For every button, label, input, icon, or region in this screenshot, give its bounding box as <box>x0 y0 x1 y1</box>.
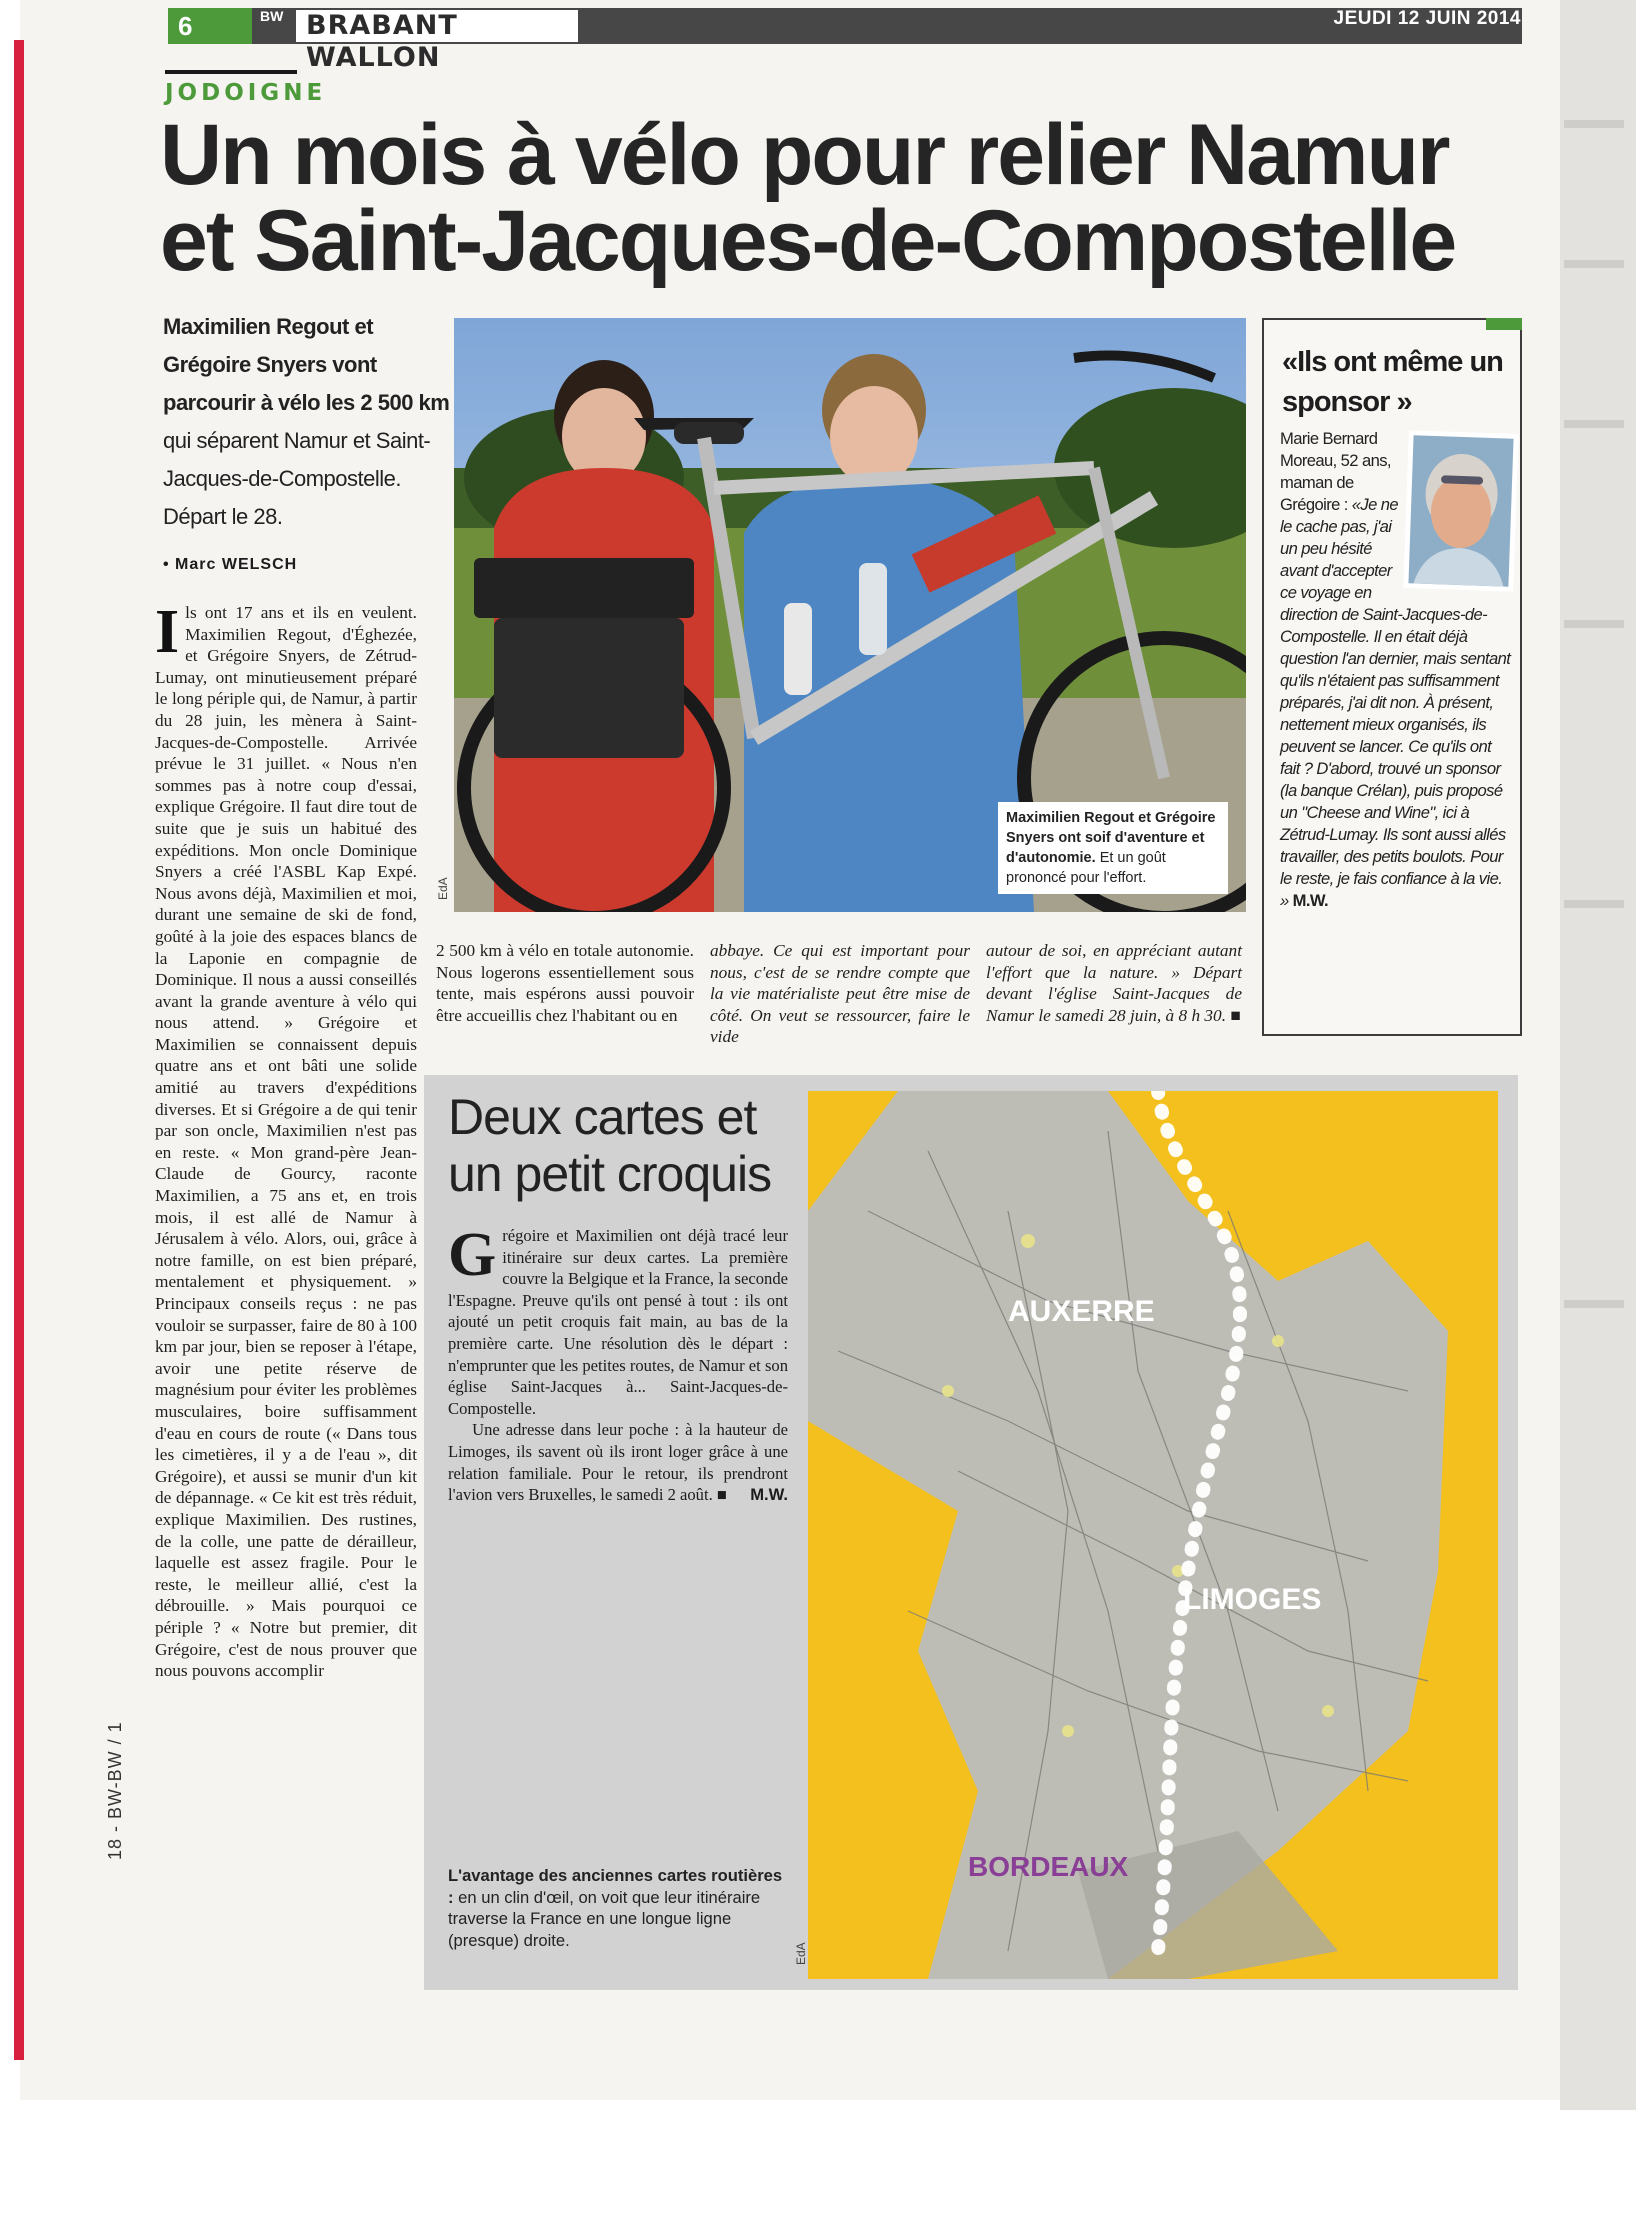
box-text-2: Une adresse dans leur poche : à la hauteur de Limoges, ils savent où ils iront loger grâce à une relation familiale. Pour le retour, ils prendront l'avion vers Bruxelles, le samedi 2 août. ■ <box>448 1420 788 1505</box>
box-text-1: régoire et Maximilien ont déjà tracé leur itinéraire sur deux cartes. La première couvre la Belgique et la France, la seconde l'Espagne. Preuve qu'ils ont pensé à tout : ils ont ajouté un petit croquis fait main, au bas de la première carte. Une résolution dès le départ : n'emprunter que les petites routes, de Namur et son église Saint-Jacques à... Saint-Jacques-de-Compostelle. <box>448 1226 788 1418</box>
photo-caption-bold: Maximilien Regout et Grégoire Snyers ont soif d'aventure et d'autonomie. <box>1006 810 1216 866</box>
box-signature: M.W. <box>750 1485 788 1505</box>
box-text <box>448 1221 788 1506</box>
margin-code: 18 - BW-BW / 1 <box>105 1721 125 1860</box>
sidebar-quote: «Je ne le cache pas, j'ai un peu hésité avant d'accepter ce voyage en direction de Saint-Jacques-de-Compostelle. Il en était déjà question l'an dernier, mais sentant qu'ils n'étaient pas suffisamment préparés, j'ai dit non. À présent, nettement mieux organisés, ils peuvent se lancer. Ce qu'ils ont fait ? D'abord, trouvé un sponsor (la banque Crélan), puis proposé un "Cheese and Wine", ici à Zétrud-Lumay. Ils sont aussi allés travailler, des petits boulots. Pour le reste, je fais confiance à la vie. » <box>1280 495 1511 910</box>
box-dropcap: G <box>448 1221 497 1289</box>
red-margin-strip <box>14 40 24 2060</box>
box-maps <box>424 1075 1518 1990</box>
continuation-col-1: 2 500 km à vélo en totale autonomie. Nous logerons essentiellement sous tente, mais espérons aussi pouvoir être accueillis chez l'habitant ou en <box>436 941 694 1025</box>
sidebar-title: «Ils ont même un sponsor » <box>1282 346 1503 418</box>
byline: • Marc WELSCH <box>163 556 298 573</box>
article-body-text: ls ont 17 ans et ils en veulent. Maximilien Regout, d'Éghezée, et Grégoire Snyers, de Zétrud-Lumay, ont minutieusement préparé le long périple qui, de Namur, à partir du 28 juin, les mènera à Saint-Jacques-de-Compostelle. Arrivée prévue le 31 juillet. « Nous n'en sommes pas à notre coup d'essai, explique Grégoire. Il faut dire tout de suite que je suis un habitué des expéditions. Mon oncle Dominique Snyers a créé l'ASBL Kap Expé. Nous avons déjà, Maximilien et moi, durant une semaine de ski de fond, goûté à la joie des espaces blancs de la Laponie en compagnie de Dominique. Il nous a aussi conseillés avant la grande aventure à vélo qui nous attend. » Grégoire et Maximilien se connaissent depuis quatre ans et ont bâti une solide amitié au travers d'expéditions diverses. Et si Grégoire a de qui tenir par son oncle, Maximilien n'est pas en reste. « Mon grand-père Jean-Claude de Gourcy, raconte Maximilien, a 75 ans et, en trois mois, il est allé de Namur à Jérusalem à vélo. Alors, oui, grâce à notre famille, on est bien préparé, mentalement et physiquement. » Principaux conseils reçus : ne pas vouloir se surpasser, faire de 80 à 100 km par jour, bien se reposer à l'étape, avoir une petite réserve de magnésium pour éviter les problèmes musculaires, boire suffisamment d'eau en cours de route (« Dans tous les cimetières, il y a de l'eau », dit Grégoire), et aussi se munir d'un kit de dépannage. « Ce kit est très réduit, explique Maximilien. Des rustines, de la colle, une patte de dérailleur, laquelle est assez fragile. Pour le reste, le meilleur allié, c'est la débrouille. » Mais pourquoi ce périple ? « Notre but premier, dit Grégoire, c'est de nous prouver que nous pouvons accomplir <box>155 603 417 1681</box>
photo-caption-rest: Et un goût prononcé pour l'effort. <box>1006 850 1166 886</box>
continuation-col-3: autour de soi, en appréciant autant l'effort que la nature. » Départ devant l'église Saint-Jacques de Namur le samedi 28 juin, à 8 h 30. ■ <box>986 941 1242 1025</box>
section-code: BW <box>260 8 284 24</box>
chapeau <box>163 308 453 536</box>
box-title: Deux cartes et un petit croquis <box>448 1089 772 1202</box>
box-caption-rest: en un clin d'œil, on voit que leur itinéraire traverse la France en une longue ligne (presque) droite. <box>448 1887 761 1950</box>
sidebar-signature: M.W. <box>1292 891 1329 910</box>
map-label-auxerre: AUXERRE <box>1008 1295 1155 1328</box>
photo-credit: EdA <box>436 877 450 900</box>
chapeau-rest: qui séparent Namur et Saint-Jacques-de-Compostelle. Départ le 28. <box>163 428 431 529</box>
issue-date: JEUDI 12 JUIN 2014 <box>1333 8 1521 29</box>
adjacent-page-edge <box>1560 0 1636 2110</box>
headline: Un mois à vélo pour relier Namur et Saint-Jacques-de-Compostelle <box>160 107 1456 289</box>
photo-caption <box>998 802 1228 894</box>
sidebar-intro: Marie Bernard Moreau, 52 ans, maman de Grégoire : <box>1280 429 1391 514</box>
portrait-photo <box>1403 430 1518 592</box>
kicker-rule <box>165 70 297 74</box>
route-map-illustration <box>808 1091 1498 1979</box>
sidebar-sponsor <box>1262 318 1522 1036</box>
sidebar-body <box>1280 428 1512 912</box>
section-name: BRABANT WALLON <box>296 10 578 42</box>
map-credit: EdA <box>794 1942 808 1965</box>
article-body <box>155 598 417 1682</box>
box-caption <box>448 1865 788 1951</box>
sidebar-accent-tab <box>1486 318 1522 330</box>
continuation-col-2: abbaye. Ce qui est important pour nous, c'est de se rendre compte que la vie matérialiste peut être mise de côté. On veut se ressourcer, faire le vide <box>710 941 970 1047</box>
chapeau-bold: Maximilien Regout et Grégoire Snyers vont parcourir à vélo les 2 500 km <box>163 314 450 415</box>
box-caption-bold: L'avantage des anciennes cartes routières : <box>448 1866 783 1907</box>
route-map <box>808 1091 1498 1979</box>
map-label-bordeaux: BORDEAUX <box>968 1851 1129 1882</box>
kicker: JODOIGNE <box>165 80 327 106</box>
map-label-limoges: LIMOGES <box>1183 1583 1322 1616</box>
dropcap: I <box>155 598 180 666</box>
page-number: 6 <box>168 8 252 44</box>
